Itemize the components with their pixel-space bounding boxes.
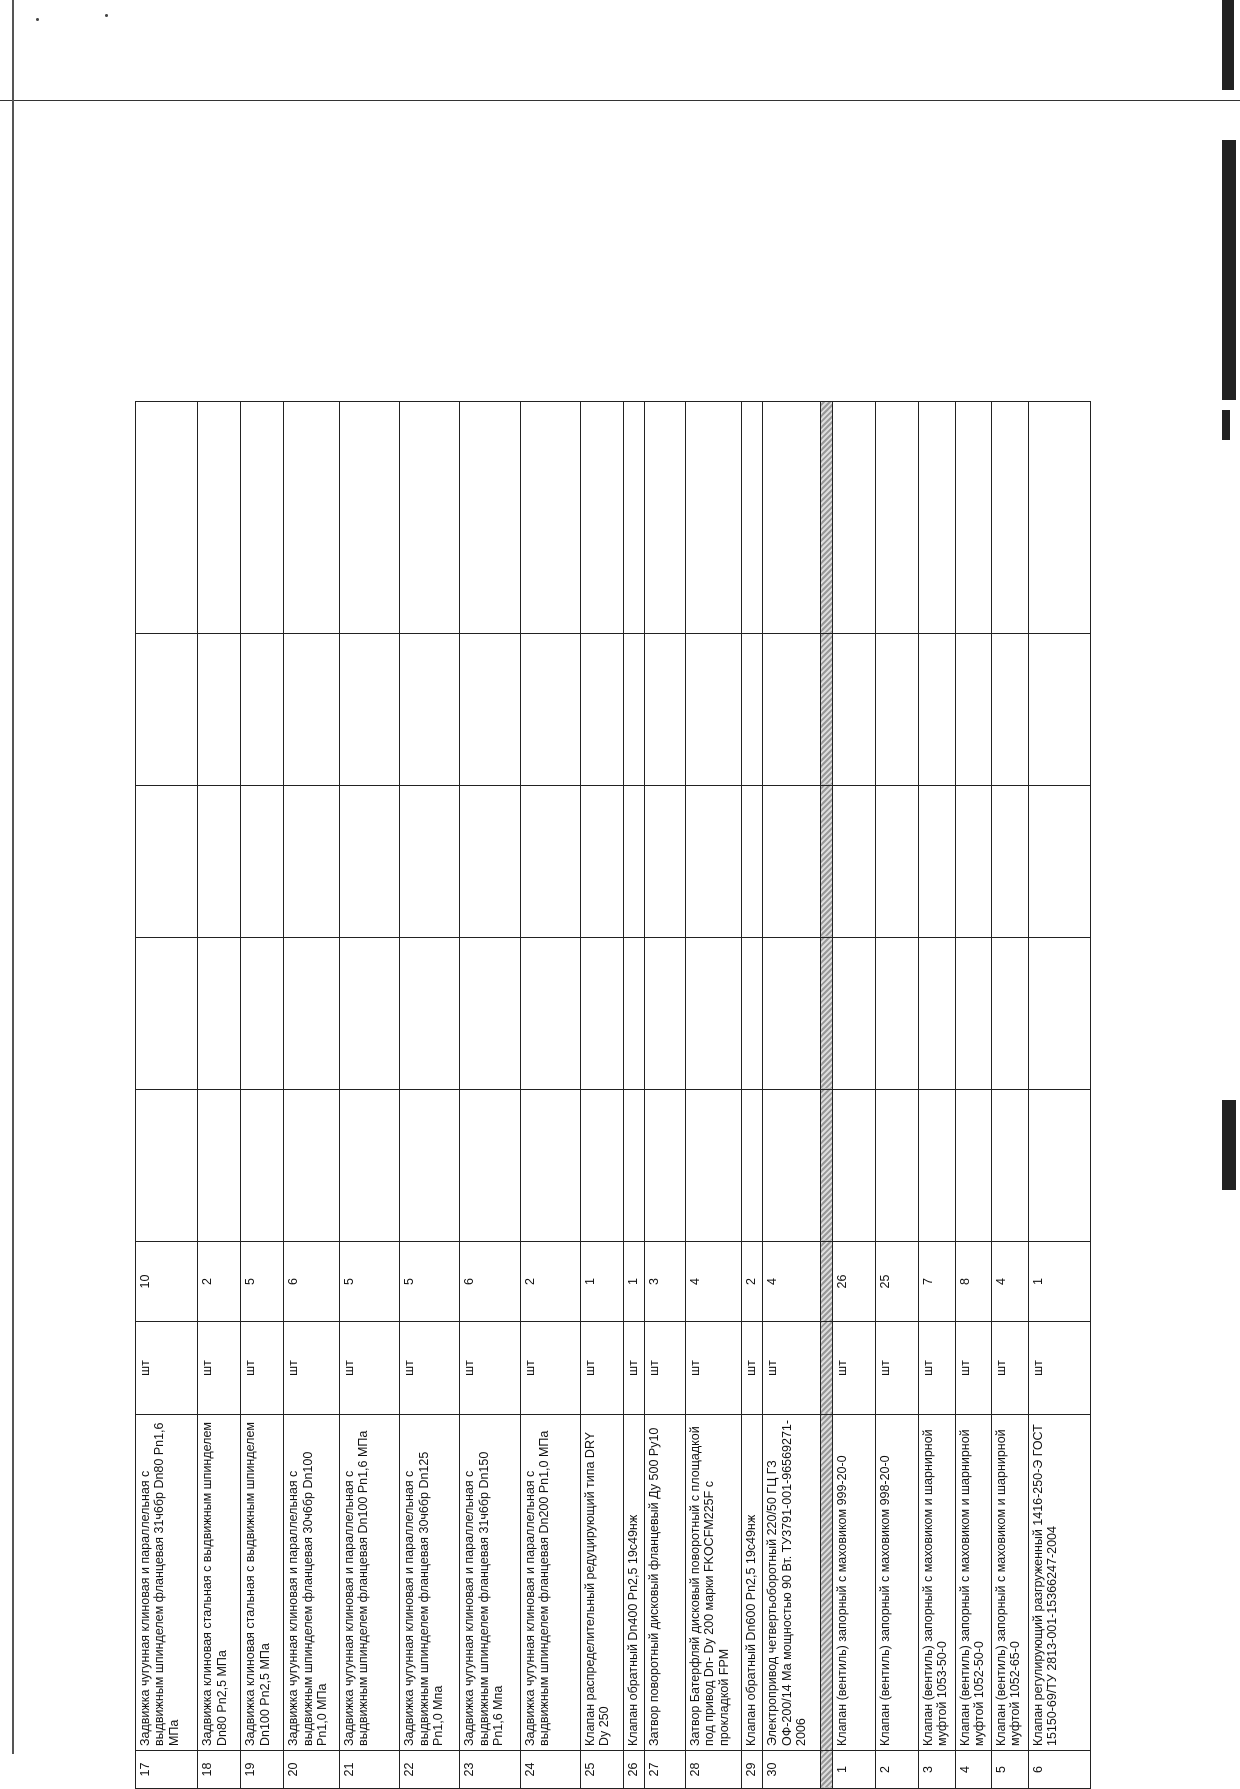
section-separator	[821, 402, 833, 1789]
empty-cell	[1028, 634, 1090, 786]
empty-cell	[763, 786, 821, 938]
quantity: 4	[685, 1242, 741, 1322]
unit: шт	[198, 1322, 241, 1415]
empty-cell	[833, 786, 876, 938]
empty-cell	[241, 402, 284, 634]
empty-cell	[623, 1090, 644, 1242]
row-number: 22	[400, 1751, 460, 1789]
empty-cell	[460, 786, 520, 938]
unit: шт	[460, 1322, 520, 1415]
unit: шт	[284, 1322, 340, 1415]
empty-cell	[685, 1090, 741, 1242]
table-row	[876, 402, 919, 1789]
rotated-table	[135, 402, 1091, 1789]
empty-cell	[919, 634, 956, 786]
unit: шт	[136, 1322, 198, 1415]
empty-cell	[136, 402, 198, 634]
empty-cell	[340, 786, 400, 938]
quantity: 7	[919, 1242, 956, 1322]
row-number: 20	[284, 1751, 340, 1789]
empty-cell	[520, 634, 580, 786]
row-number: 30	[763, 1751, 821, 1789]
empty-cell	[833, 1090, 876, 1242]
row-number: 24	[520, 1751, 580, 1789]
empty-cell	[763, 1090, 821, 1242]
empty-cell	[741, 786, 762, 938]
top-rule	[0, 100, 1240, 101]
empty-cell	[992, 402, 1029, 634]
item-name: Затвор поворотный дисковый фланцевый Ду 500 Ру10	[645, 1415, 686, 1751]
item-name: Клапан обратный Dn600 Pn2,5 19с49нж	[741, 1415, 762, 1751]
quantity: 6	[460, 1242, 520, 1322]
item-name: Задвижка чугунная клиновая и параллельная с выдвижным шпинделем фланцевая Dn200 Pn1,0 МПа	[520, 1415, 580, 1751]
row-number: 29	[741, 1751, 762, 1789]
unit: шт	[763, 1322, 821, 1415]
item-name: Клапан (вентиль) запорный с маховиком 999-20-0	[833, 1415, 876, 1751]
empty-cell	[284, 786, 340, 938]
empty-cell	[580, 402, 623, 634]
unit: шт	[340, 1322, 400, 1415]
quantity: 4	[992, 1242, 1029, 1322]
empty-cell	[198, 402, 241, 634]
empty-cell	[136, 634, 198, 786]
empty-cell	[645, 402, 686, 634]
table-row	[623, 402, 644, 1789]
quantity: 5	[241, 1242, 284, 1322]
row-number: 6	[1028, 1751, 1090, 1789]
empty-cell	[241, 634, 284, 786]
empty-cell	[741, 938, 762, 1090]
empty-cell	[763, 938, 821, 1090]
item-name: Задвижка клиновая стальная с выдвижным шпинделем Dn80 Pn2,5 МПа	[198, 1415, 241, 1751]
empty-cell	[876, 402, 919, 634]
empty-cell	[876, 634, 919, 786]
quantity: 2	[198, 1242, 241, 1322]
empty-cell	[645, 938, 686, 1090]
empty-cell	[340, 1090, 400, 1242]
empty-cell	[198, 1090, 241, 1242]
quantity: 26	[833, 1242, 876, 1322]
empty-cell	[685, 634, 741, 786]
empty-cell	[284, 938, 340, 1090]
unit: шт	[580, 1322, 623, 1415]
empty-cell	[833, 402, 876, 634]
empty-cell	[136, 786, 198, 938]
empty-cell	[400, 786, 460, 938]
quantity: 1	[623, 1242, 644, 1322]
empty-cell	[763, 634, 821, 786]
empty-cell	[460, 634, 520, 786]
row-number: 3	[919, 1751, 956, 1789]
empty-cell	[876, 1090, 919, 1242]
table-row	[645, 402, 686, 1789]
empty-cell	[241, 1090, 284, 1242]
empty-cell	[400, 402, 460, 634]
row-number: 23	[460, 1751, 520, 1789]
empty-cell	[400, 938, 460, 1090]
empty-cell	[685, 938, 741, 1090]
row-number: 26	[623, 1751, 644, 1789]
scan-speck	[36, 18, 39, 21]
table-row	[833, 402, 876, 1789]
empty-cell	[741, 1090, 762, 1242]
row-number: 25	[580, 1751, 623, 1789]
empty-cell	[198, 634, 241, 786]
quantity: 8	[955, 1242, 992, 1322]
empty-cell	[340, 938, 400, 1090]
row-number: 4	[955, 1751, 992, 1789]
empty-cell	[520, 402, 580, 634]
quantity: 4	[763, 1242, 821, 1322]
item-name: Задвижка чугунная клиновая и параллельная с выдвижным шпинделем фланцевая Dn100 Pn1,6 МПа	[340, 1415, 400, 1751]
empty-cell	[645, 634, 686, 786]
table-row	[580, 402, 623, 1789]
row-number: 27	[645, 1751, 686, 1789]
item-name: Задвижка чугунная клиновая и параллельная с выдвижным шпинделем фланцевая 30ч6бр Dn100 Pn1,0 МПа	[284, 1415, 340, 1751]
empty-cell	[520, 938, 580, 1090]
quantity: 2	[741, 1242, 762, 1322]
row-number: 17	[136, 1751, 198, 1789]
empty-cell	[1028, 402, 1090, 634]
empty-cell	[833, 938, 876, 1090]
unit: шт	[833, 1322, 876, 1415]
row-number: 19	[241, 1751, 284, 1789]
empty-cell	[198, 938, 241, 1090]
empty-cell	[340, 634, 400, 786]
table-row	[284, 402, 340, 1789]
empty-cell	[919, 786, 956, 938]
table-row	[340, 402, 400, 1789]
item-name: Затвор Батерфляй дисковый поворотный с площадкой под привод Dn- Dy 200 марки FKOCFM225F с прокладкой FPM	[685, 1415, 741, 1751]
unit: шт	[919, 1322, 956, 1415]
item-name: Задвижка чугунная клиновая и параллельная с выдвижным шпинделем фланцевая 31ч6бр Dn80 Pn1,6 МПа	[136, 1415, 198, 1751]
empty-cell	[763, 402, 821, 634]
scan-speck	[105, 14, 108, 17]
row-number: 21	[340, 1751, 400, 1789]
table-row	[241, 402, 284, 1789]
empty-cell	[520, 786, 580, 938]
empty-cell	[992, 634, 1029, 786]
empty-cell	[741, 402, 762, 634]
table-row	[198, 402, 241, 1789]
unit: шт	[1028, 1322, 1090, 1415]
empty-cell	[833, 634, 876, 786]
item-name: Клапан (вентиль) запорный с маховиком и шарнирной муфтой 1052-65-0	[992, 1415, 1029, 1751]
item-name: Электропривод четвертьоборотный 220/50 ГЦ ГЗ ОФ-200/14 Ма мощностью 90 Вт. ТУ3791-001-96569271-2006	[763, 1415, 821, 1751]
row-number: 28	[685, 1751, 741, 1789]
empty-cell	[685, 786, 741, 938]
unit: шт	[741, 1322, 762, 1415]
quantity: 1	[1028, 1242, 1090, 1322]
quantity: 1	[580, 1242, 623, 1322]
empty-cell	[400, 1090, 460, 1242]
table-row	[400, 402, 460, 1789]
right-scan-edge	[1222, 0, 1240, 1754]
empty-cell	[955, 1090, 992, 1242]
empty-cell	[919, 938, 956, 1090]
empty-cell	[992, 1090, 1029, 1242]
empty-cell	[520, 1090, 580, 1242]
empty-cell	[241, 938, 284, 1090]
table-row	[955, 402, 992, 1789]
empty-cell	[284, 1090, 340, 1242]
empty-cell	[876, 938, 919, 1090]
table-row	[992, 402, 1029, 1789]
empty-cell	[685, 402, 741, 634]
table-row	[763, 402, 821, 1789]
table-row	[520, 402, 580, 1789]
empty-cell	[919, 1090, 956, 1242]
table-row	[460, 402, 520, 1789]
unit: шт	[955, 1322, 992, 1415]
row-number: 1	[833, 1751, 876, 1789]
item-name: Клапан обратный Dn400 Pn2,5 19с49нж	[623, 1415, 644, 1751]
empty-cell	[623, 786, 644, 938]
quantity: 5	[340, 1242, 400, 1322]
item-name: Задвижка чугунная клиновая и параллельная с выдвижным шпинделем фланцевая 31ч6бр Dn150 Pn1,6 Мпа	[460, 1415, 520, 1751]
empty-cell	[284, 634, 340, 786]
unit: шт	[400, 1322, 460, 1415]
table-row	[919, 402, 956, 1789]
empty-cell	[955, 634, 992, 786]
item-name: Клапан (вентиль) запорный с маховиком и шарнирной муфтой 1053-50-0	[919, 1415, 956, 1751]
unit: шт	[520, 1322, 580, 1415]
empty-cell	[241, 786, 284, 938]
empty-cell	[136, 1090, 198, 1242]
empty-cell	[955, 402, 992, 634]
empty-cell	[955, 938, 992, 1090]
unit: шт	[876, 1322, 919, 1415]
spec-table	[135, 401, 1091, 1789]
empty-cell	[580, 1090, 623, 1242]
unit: шт	[685, 1322, 741, 1415]
quantity: 10	[136, 1242, 198, 1322]
empty-cell	[741, 634, 762, 786]
quantity: 2	[520, 1242, 580, 1322]
row-number: 5	[992, 1751, 1029, 1789]
quantity: 3	[645, 1242, 686, 1322]
unit: шт	[623, 1322, 644, 1415]
table-row	[136, 402, 198, 1789]
item-name: Клапан (вентиль) запорный с маховиком и шарнирной муфтой 1052-50-0	[955, 1415, 992, 1751]
empty-cell	[340, 402, 400, 634]
empty-cell	[580, 786, 623, 938]
unit: шт	[992, 1322, 1029, 1415]
empty-cell	[460, 402, 520, 634]
empty-cell	[645, 1090, 686, 1242]
table-row	[1028, 402, 1090, 1789]
empty-cell	[876, 786, 919, 938]
empty-cell	[1028, 1090, 1090, 1242]
empty-cell	[400, 634, 460, 786]
quantity: 6	[284, 1242, 340, 1322]
empty-cell	[645, 786, 686, 938]
empty-cell	[623, 938, 644, 1090]
empty-cell	[919, 402, 956, 634]
empty-cell	[460, 1090, 520, 1242]
empty-cell	[284, 402, 340, 634]
empty-cell	[198, 786, 241, 938]
item-name: Задвижка чугунная клиновая и параллельная с выдвижным шпинделем фланцевая 30ч6бр Dn125 Pn1,0 Мпа	[400, 1415, 460, 1751]
table-row	[685, 402, 741, 1789]
item-name: Клапан регулирующий разгруженный 1416-250-Э ГОСТ 15150-69/ТУ 2813-001-15366247-2004	[1028, 1415, 1090, 1751]
empty-cell	[955, 786, 992, 938]
empty-cell	[623, 402, 644, 634]
empty-cell	[580, 634, 623, 786]
empty-cell	[136, 938, 198, 1090]
item-name: Клапан (вентиль) запорный с маховиком 998-20-0	[876, 1415, 919, 1751]
empty-cell	[623, 634, 644, 786]
empty-cell	[580, 938, 623, 1090]
empty-cell	[460, 938, 520, 1090]
row-number: 2	[876, 1751, 919, 1789]
quantity: 25	[876, 1242, 919, 1322]
empty-cell	[992, 786, 1029, 938]
empty-cell	[1028, 938, 1090, 1090]
item-name: Задвижка клиновая стальная с выдвижным шпинделем Dn100 Pn2,5 МПа	[241, 1415, 284, 1751]
quantity: 5	[400, 1242, 460, 1322]
row-number: 18	[198, 1751, 241, 1789]
unit: шт	[645, 1322, 686, 1415]
empty-cell	[992, 938, 1029, 1090]
unit: шт	[241, 1322, 284, 1415]
empty-cell	[1028, 786, 1090, 938]
table-row	[741, 402, 762, 1789]
left-scan-edge	[12, 0, 14, 1754]
item-name: Клапан распределительный редуцирующий типа DRY Dy 250	[580, 1415, 623, 1751]
